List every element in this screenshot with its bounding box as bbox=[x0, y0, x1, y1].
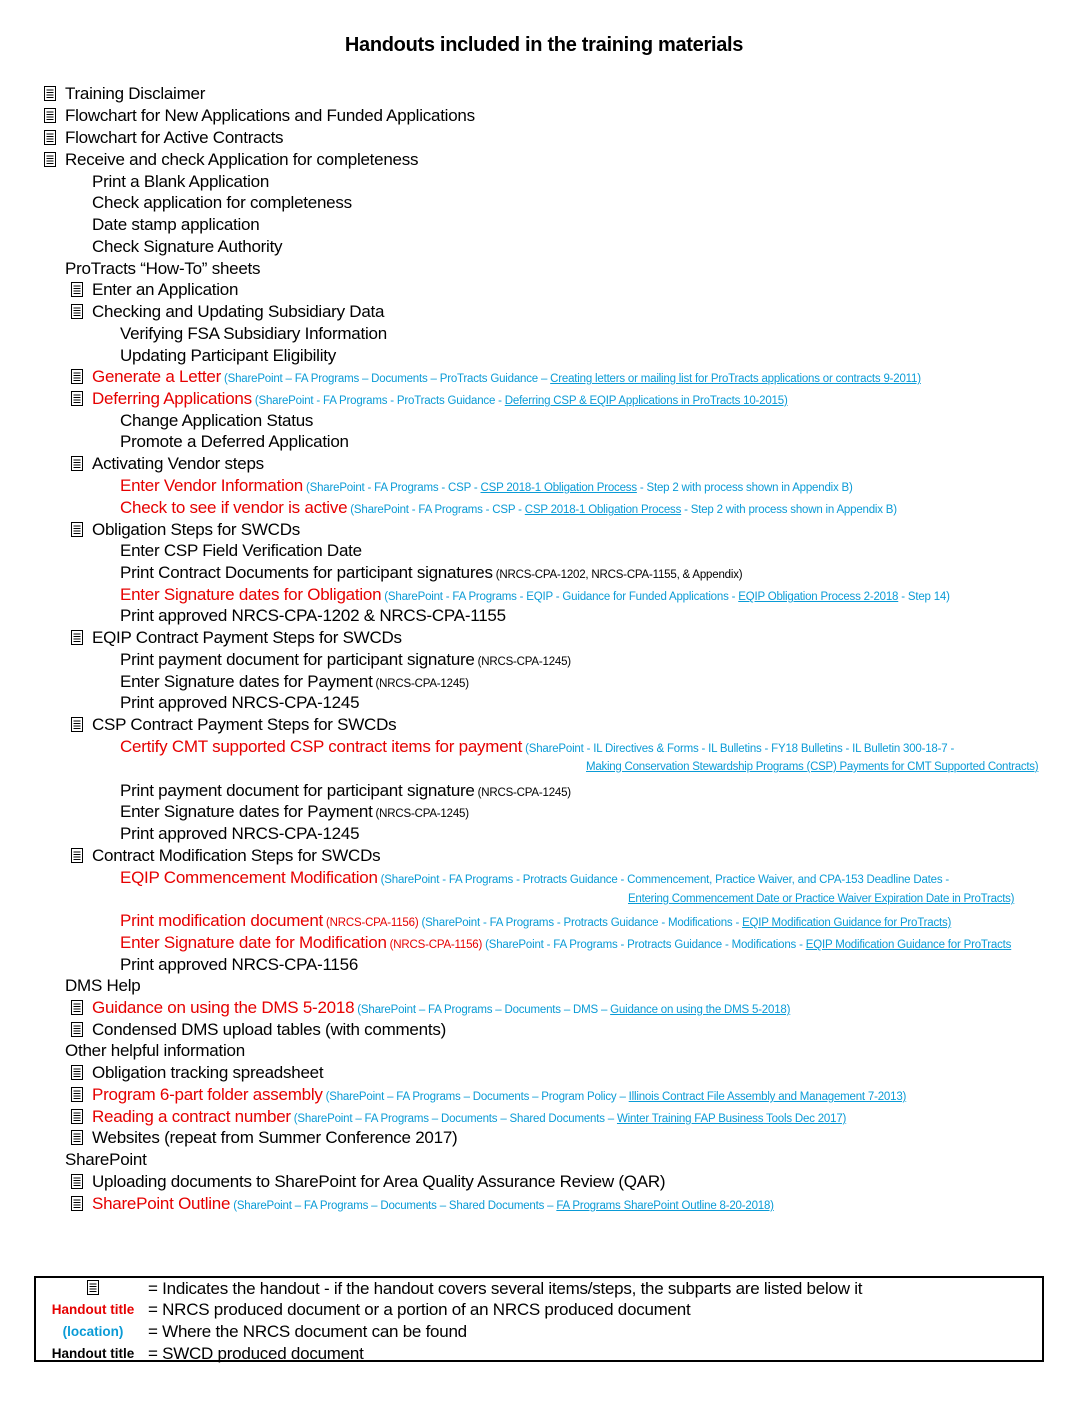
list-item: Change Application Status bbox=[120, 411, 314, 430]
list-item bbox=[120, 475, 853, 499]
nrcs-title: Reading a contract number bbox=[92, 1107, 291, 1126]
nrcs-title: SharePoint Outline bbox=[92, 1194, 231, 1213]
document-icon bbox=[71, 1065, 83, 1080]
location: (SharePoint - FA Programs - CSP - bbox=[347, 504, 525, 516]
location-link[interactable]: FA Programs SharePoint Outline 8-20-2018) bbox=[556, 1200, 774, 1212]
form-number: (NRCS-CPA-1245) bbox=[372, 808, 469, 820]
list-item: Date stamp application bbox=[92, 215, 260, 234]
item-text: Flowchart for New Applications and Funded Applications bbox=[65, 106, 475, 125]
list-item bbox=[71, 714, 396, 736]
location-link[interactable]: Guidance on using the DMS 5-2018) bbox=[610, 1004, 791, 1016]
location: (SharePoint - FA Programs - Protracts Guidance - Modifications - bbox=[418, 917, 743, 929]
item-text: Obligation Steps for SWCDs bbox=[92, 520, 300, 539]
nrcs-title: Check to see if vendor is active bbox=[120, 498, 348, 517]
list-item-continued bbox=[628, 888, 1014, 910]
item-text: Websites (repeat from Summer Conference 2017) bbox=[92, 1128, 458, 1147]
document-icon bbox=[71, 630, 83, 645]
item-text: Enter Signature dates for Payment bbox=[120, 802, 373, 821]
location-link[interactable]: Entering Commencement Date or Practice Waiver Expiration Date in ProTracts) bbox=[628, 893, 1015, 905]
list-item: Check Signature Authority bbox=[92, 237, 283, 256]
location: (SharePoint - IL Directives & Forms - IL Bulletins - FY18 Bulletins - IL Bulletin 300-18-7 - bbox=[522, 743, 955, 755]
list-item bbox=[71, 845, 380, 867]
list-item bbox=[44, 149, 418, 171]
location: (SharePoint – FA Programs – Documents – Shared Documents – bbox=[230, 1200, 557, 1212]
location-link[interactable]: Creating letters or mailing list for ProTracts applications or contracts 9-2011) bbox=[550, 373, 921, 385]
item-text: Obligation tracking spreadsheet bbox=[92, 1063, 324, 1082]
nrcs-title: Print modification document bbox=[120, 911, 324, 930]
location: (SharePoint - FA Programs - CSP - bbox=[303, 482, 481, 494]
list-item bbox=[71, 1062, 323, 1084]
list-item bbox=[71, 388, 788, 412]
list-item bbox=[71, 1193, 774, 1217]
location: (SharePoint - FA Programs - Protracts Guidance - Commencement, Practice Waiver, and CPA-153 Deadline Dates - bbox=[377, 874, 950, 886]
location-link[interactable]: Illinois Contract File Assembly and Management 7-2013) bbox=[628, 1091, 907, 1103]
document-icon bbox=[71, 1022, 83, 1037]
document-icon bbox=[71, 717, 83, 732]
item-text: CSP Contract Payment Steps for SWCDs bbox=[92, 715, 397, 734]
list-item: Print a Blank Application bbox=[92, 172, 270, 191]
legend-key: Handout title bbox=[51, 1346, 135, 1361]
document-icon bbox=[71, 1130, 83, 1145]
legend-row bbox=[36, 1299, 1042, 1321]
list-item: Promote a Deferred Application bbox=[120, 432, 349, 451]
item-text: Print payment document for participant signature bbox=[120, 781, 475, 800]
document-icon bbox=[44, 86, 56, 101]
form-number: (NRCS-CPA-1245) bbox=[474, 656, 571, 668]
item-text: Flowchart for Active Contracts bbox=[65, 128, 284, 147]
document-icon bbox=[44, 130, 56, 145]
location-link[interactable]: EQIP Obligation Process 2-2018 bbox=[738, 591, 899, 603]
list-item: Verifying FSA Subsidiary Information bbox=[120, 324, 387, 343]
section-heading: ProTracts “How-To” sheets bbox=[65, 259, 261, 278]
document-icon bbox=[44, 108, 56, 123]
item-text: Receive and check Application for completeness bbox=[65, 150, 419, 169]
section-heading: SharePoint bbox=[65, 1150, 147, 1169]
location: (SharePoint – FA Programs – Documents – Shared Documents – bbox=[290, 1113, 617, 1125]
location-link[interactable]: EQIP Modification Guidance for ProTracts bbox=[805, 939, 1012, 951]
item-text: Uploading documents to SharePoint for Area Quality Assurance Review (QAR) bbox=[92, 1172, 666, 1191]
location: (SharePoint – FA Programs – Documents – DMS – bbox=[354, 1004, 611, 1016]
location-link[interactable]: CSP 2018-1 Obligation Process bbox=[524, 504, 682, 516]
list-item bbox=[71, 519, 300, 541]
nrcs-title: Generate a Letter bbox=[92, 367, 222, 386]
legend-text: = SWCD produced document bbox=[148, 1344, 364, 1363]
location: - Step 14) bbox=[898, 591, 950, 603]
list-item bbox=[44, 83, 205, 105]
page-title: Handouts included in the training materials bbox=[344, 34, 744, 56]
location-link[interactable]: Winter Training FAP Business Tools Dec 2017) bbox=[616, 1113, 847, 1125]
document-icon bbox=[71, 522, 83, 537]
legend-text: = NRCS produced document or a portion of an NRCS produced document bbox=[148, 1300, 691, 1319]
list-item: Print approved NRCS-CPA-1156 bbox=[120, 955, 359, 974]
item-text: EQIP Contract Payment Steps for SWCDs bbox=[92, 628, 402, 647]
nrcs-title: Deferring Applications bbox=[92, 389, 252, 408]
list-item bbox=[71, 1171, 665, 1193]
document-icon bbox=[71, 1087, 83, 1102]
location-link[interactable]: Deferring CSP & EQIP Applications in ProTracts 10-2015) bbox=[504, 395, 788, 407]
form-number: (NRCS-CPA-1156) bbox=[323, 917, 419, 929]
legend-key: Handout title bbox=[51, 1302, 135, 1317]
legend-text: = Where the NRCS document can be found bbox=[148, 1322, 467, 1341]
location-link[interactable]: CSP 2018-1 Obligation Process bbox=[480, 482, 637, 494]
location: (SharePoint - FA Programs - Protracts Guidance - Modifications - bbox=[482, 939, 806, 951]
nrcs-title: Program 6-part folder assembly bbox=[92, 1085, 323, 1104]
legend-key: (location) bbox=[62, 1324, 124, 1339]
list-item bbox=[71, 1084, 906, 1108]
list-item: Print approved NRCS-CPA-1245 bbox=[120, 824, 360, 843]
document-icon bbox=[71, 282, 83, 297]
list-item-continued bbox=[586, 756, 1038, 778]
document-icon bbox=[44, 152, 56, 167]
document-icon bbox=[71, 1000, 83, 1015]
list-item: Enter CSP Field Verification Date bbox=[120, 541, 362, 560]
list-item bbox=[71, 1127, 457, 1149]
nrcs-title: Enter Vendor Information bbox=[120, 476, 304, 495]
list-item bbox=[120, 932, 1011, 956]
document-icon bbox=[71, 369, 83, 384]
document-icon bbox=[71, 1174, 83, 1189]
list-item bbox=[71, 997, 790, 1021]
list-item bbox=[44, 127, 283, 149]
item-text: Activating Vendor steps bbox=[92, 454, 264, 473]
legend-text: = Indicates the handout - if the handout covers several items/steps, the subparts are listed below it bbox=[148, 1279, 863, 1298]
list-item bbox=[71, 279, 238, 301]
form-number: (NRCS-CPA-1245) bbox=[372, 678, 469, 690]
location: (SharePoint – FA Programs – Documents – ProTracts Guidance – bbox=[221, 373, 551, 385]
list-item bbox=[120, 497, 897, 521]
list-item: Print approved NRCS-CPA-1202 & NRCS-CPA-1155 bbox=[120, 606, 506, 625]
location: (SharePoint - FA Programs - EQIP - Guidance for Funded Applications - bbox=[381, 591, 739, 603]
item-text: Training Disclaimer bbox=[65, 84, 206, 103]
location: (SharePoint - FA Programs - ProTracts Guidance - bbox=[251, 395, 505, 407]
location: - Step 2 with process shown in Appendix B) bbox=[681, 504, 897, 516]
item-text: Contract Modification Steps for SWCDs bbox=[92, 846, 381, 865]
form-number: (NRCS-CPA-1202, NRCS-CPA-1155, & Appendix) bbox=[492, 569, 743, 581]
item-text: Enter Signature dates for Payment bbox=[120, 672, 373, 691]
document-icon bbox=[71, 1196, 83, 1211]
nrcs-title: Guidance on using the DMS 5-2018 bbox=[92, 998, 355, 1017]
legend-row bbox=[36, 1278, 1042, 1300]
document-icon bbox=[71, 391, 83, 406]
nrcs-title: Enter Signature dates for Obligation bbox=[120, 585, 382, 604]
list-item: Check application for completeness bbox=[92, 193, 352, 212]
list-item bbox=[71, 301, 384, 323]
list-item bbox=[71, 453, 264, 475]
item-text: Checking and Updating Subsidiary Data bbox=[92, 302, 385, 321]
list-item bbox=[120, 801, 469, 825]
legend-row bbox=[36, 1321, 1042, 1343]
location: - Step 2 with process shown in Appendix B) bbox=[636, 482, 853, 494]
legend-key bbox=[36, 1278, 150, 1300]
document-icon bbox=[71, 1109, 83, 1124]
document-icon bbox=[71, 456, 83, 471]
list-item bbox=[71, 1019, 446, 1041]
location-link[interactable]: EQIP Modification Guidance for ProTracts) bbox=[742, 917, 952, 929]
document-icon bbox=[71, 848, 83, 863]
list-item: Print approved NRCS-CPA-1245 bbox=[120, 693, 360, 712]
nrcs-title: EQIP Commencement Modification bbox=[120, 868, 378, 887]
list-item bbox=[120, 910, 951, 934]
list-item bbox=[71, 627, 402, 649]
list-item bbox=[120, 649, 571, 673]
list-item: Updating Participant Eligibility bbox=[120, 346, 336, 365]
nrcs-title: Enter Signature date for Modification bbox=[120, 933, 387, 952]
location-link[interactable]: Making Conservation Stewardship Programs (CSP) Payments for CMT Supported Contracts) bbox=[586, 761, 1039, 773]
item-text: Print payment document for participant signature bbox=[120, 650, 475, 669]
legend-box bbox=[34, 1276, 1044, 1362]
document-icon bbox=[87, 1280, 99, 1295]
item-text: Enter an Application bbox=[92, 280, 239, 299]
section-heading: DMS Help bbox=[65, 976, 141, 995]
item-text: Print Contract Documents for participant signatures bbox=[120, 563, 493, 582]
item-text: Condensed DMS upload tables (with comments) bbox=[92, 1020, 446, 1039]
list-item bbox=[44, 105, 475, 127]
list-item bbox=[71, 366, 921, 390]
form-number: (NRCS-CPA-1156) bbox=[386, 939, 483, 951]
list-item bbox=[120, 562, 742, 586]
section-heading: Other helpful information bbox=[65, 1041, 245, 1060]
location: (SharePoint – FA Programs – Documents – Program Policy – bbox=[322, 1091, 629, 1103]
nrcs-title: Certify CMT supported CSP contract items for payment bbox=[120, 737, 523, 756]
document-icon bbox=[71, 304, 83, 319]
form-number: (NRCS-CPA-1245) bbox=[474, 787, 571, 799]
legend-row bbox=[36, 1343, 1042, 1365]
